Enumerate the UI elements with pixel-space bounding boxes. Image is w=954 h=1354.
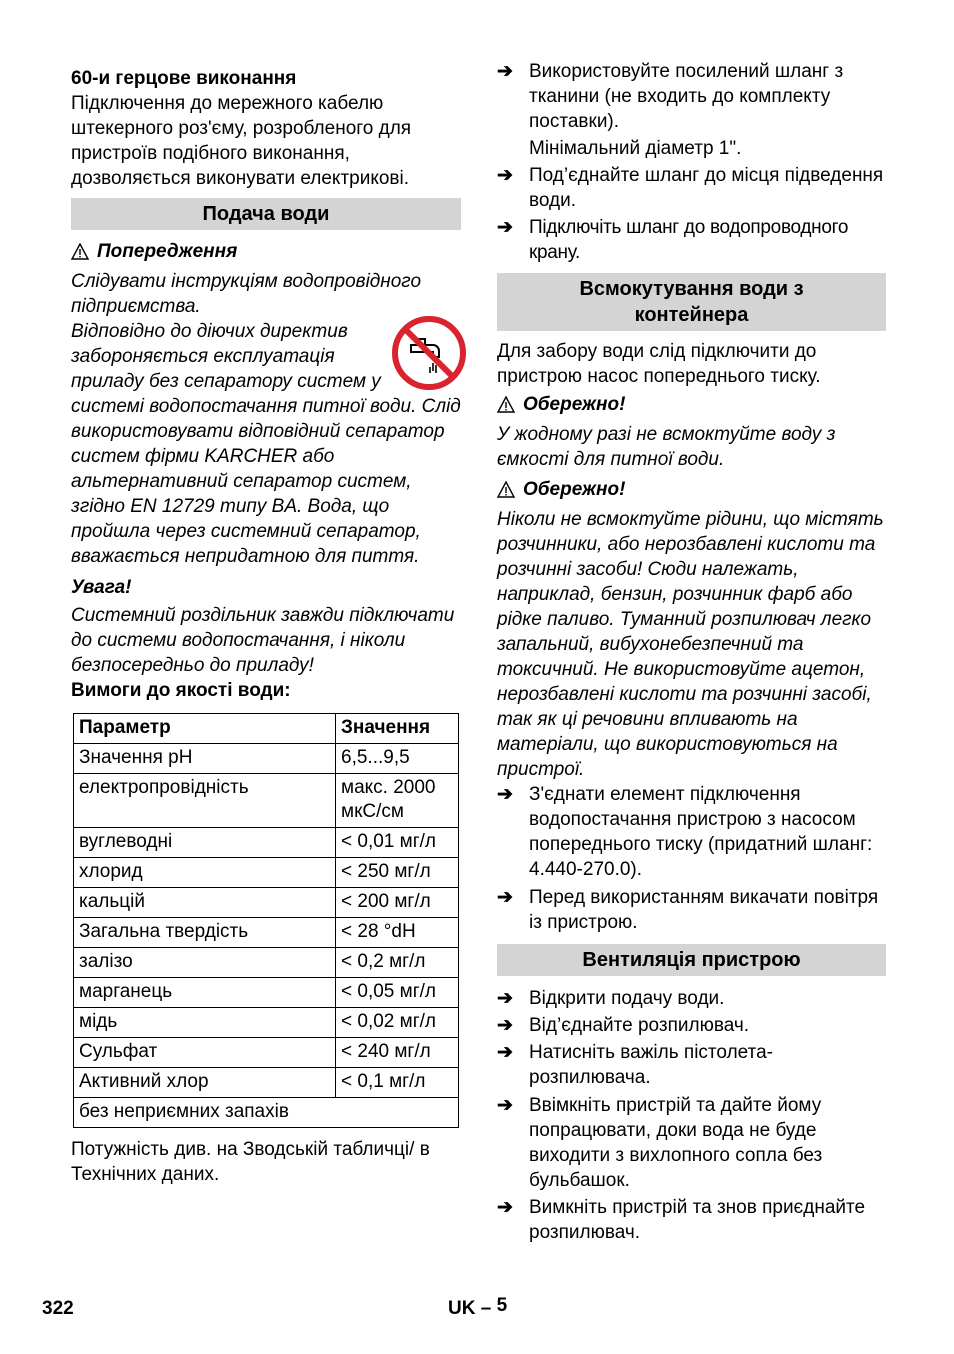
list-item <box>497 1093 886 1193</box>
table-header-parameter: Параметр <box>74 714 336 744</box>
attention-text: Системний роздільник завжди підключати до системи водопостачання, і ніколи безпосередньо до приладу! <box>71 605 455 676</box>
table-header-row <box>74 714 459 744</box>
table-cell-value: < 240 мг/л <box>336 1038 459 1068</box>
table-row <box>74 1038 459 1068</box>
list-item-text: З'єднати елемент підключення водопостачання пристрою з насосом попереднього тиску (придатний шланг: 4.440-270.0). <box>529 784 873 880</box>
page-number: 322 <box>42 1298 74 1319</box>
list-item <box>497 986 886 1011</box>
table-cell-value: < 0,05 мг/л <box>336 978 459 1008</box>
list-item <box>497 1040 886 1090</box>
table-cell-value: 6,5...9,5 <box>336 744 459 774</box>
table-cell-param: електропровідність <box>74 774 336 828</box>
arrow-right-icon: ➔ <box>497 165 513 186</box>
table-cell-param: залізо <box>74 948 336 978</box>
table-row <box>74 828 459 858</box>
list-item <box>497 59 886 134</box>
list-item-text: Ввімкніть пристрій та дайте йому попрацювати, доки вода не буде виходити з вихлопного сопла без бульбашок. <box>529 1095 823 1191</box>
hose-min-diameter: Мінімальний діаметр 1". <box>529 138 742 159</box>
list-item <box>497 782 886 882</box>
table-cell-param: Значення pH <box>74 744 336 774</box>
vent-header: Вентиляція пристрою <box>497 944 886 976</box>
container-header: Всмокутування води з контейнера <box>497 273 886 331</box>
table-cell-footer: без неприємних запахів <box>74 1098 459 1128</box>
arrow-right-icon: ➔ <box>497 1042 513 1063</box>
section-code: UK <box>448 1298 476 1319</box>
caution1-heading <box>497 392 886 417</box>
caution2-title: Обережно! <box>523 479 626 500</box>
table-cell-param: хлорид <box>74 858 336 888</box>
warning-line2: Відповідно до діючих директив забороняється експлуатація приладу без сепаратору систем у системі водопостачання питної води. Слід використовувати відповідний сепаратор систем фірми KARCHER або альтернативний сепаратор систем, згідно EN 12729 типу BA. Вода, що пройшла через системний сепаратор, вважається непридатною для пиття. <box>71 321 461 567</box>
table-cell-value: < 0,2 мг/л <box>336 948 459 978</box>
arrow-right-icon: ➔ <box>497 784 513 805</box>
table-row <box>74 774 459 828</box>
warning-triangle-icon <box>497 396 515 413</box>
table-row <box>74 948 459 978</box>
section-page-label <box>448 1296 507 1321</box>
list-item <box>497 163 886 213</box>
caution2-heading <box>497 477 886 502</box>
table-cell-param: кальцій <box>74 888 336 918</box>
section-page-number: 5 <box>496 1295 508 1316</box>
arrow-right-icon: ➔ <box>497 887 513 908</box>
section-60hz-title: 60-и герцове виконання <box>71 68 297 89</box>
list-item <box>497 1195 886 1245</box>
table-row <box>74 858 459 888</box>
left-column <box>71 62 461 1187</box>
table-row <box>74 888 459 918</box>
table-header-value: Значення <box>336 714 459 744</box>
quality-title: Вимоги до якості води: <box>71 680 291 701</box>
table-row <box>74 918 459 948</box>
list-item-text: Відкрити подачу води. <box>529 988 725 1009</box>
attention-title: Увага! <box>71 577 132 598</box>
arrow-right-icon: ➔ <box>497 1015 513 1036</box>
warning-triangle-icon <box>71 243 89 260</box>
arrow-right-icon: ➔ <box>497 988 513 1009</box>
warning-heading <box>71 239 461 264</box>
arrow-right-icon: ➔ <box>497 217 513 238</box>
table-row <box>74 744 459 774</box>
table-cell-value: < 0,1 мг/л <box>336 1068 459 1098</box>
warning-line1: Слідувати інструкціям водопровідного підприємства. <box>71 271 422 317</box>
list-item-text: Вимкніть пристрій та знов приєднайте розпилювач. <box>529 1197 866 1243</box>
table-cell-value: < 250 мг/л <box>336 858 459 888</box>
list-item-text: Перед використанням викачати повітря із пристрою. <box>529 887 879 933</box>
table-cell-value: < 0,01 мг/л <box>336 828 459 858</box>
table-cell-param: Сульфат <box>74 1038 336 1068</box>
water-supply-header: Подача води <box>71 198 461 230</box>
list-item <box>497 885 886 935</box>
list-item <box>497 215 886 265</box>
list-item-text: Використовуйте посилений шланг з тканини (не входить до комплекту поставки). <box>529 61 844 132</box>
section-60hz-text: Підключення до мережного кабелю штекерного роз'єму, розробленого для пристроїв подібного виконання, дозволяється виконувати електрикові. <box>71 93 412 189</box>
table-cell-value: < 0,02 мг/л <box>336 1008 459 1038</box>
table-row <box>74 978 459 1008</box>
list-item-text: Натисніть важіль пістолета-розпилювача. <box>529 1042 773 1088</box>
water-quality-table <box>73 713 459 1128</box>
warning-triangle-icon <box>497 481 515 498</box>
table-cell-param: Активний хлор <box>74 1068 336 1098</box>
table-cell-value: < 28 °dH <box>336 918 459 948</box>
arrow-right-icon: ➔ <box>497 1095 513 1116</box>
warning-line2-block <box>71 319 461 569</box>
container-intro: Для забору води слід підключити до пристрою насос попереднього тиску. <box>497 341 821 387</box>
list-item <box>497 1013 886 1038</box>
power-note: Потужність див. на Зводській табличці/ в Технічних даних. <box>71 1139 430 1185</box>
table-row <box>74 1098 459 1128</box>
table-cell-value: < 200 мг/л <box>336 888 459 918</box>
list-item-text: Под’єднайте шланг до місця підведення води. <box>529 165 884 211</box>
arrow-right-icon: ➔ <box>497 61 513 82</box>
caution1-text: У жодному разі не всмоктуйте воду з ємкості для питної води. <box>497 424 836 470</box>
table-row <box>74 1008 459 1038</box>
table-cell-param: Загальна твердість <box>74 918 336 948</box>
section-dash: – <box>480 1298 492 1319</box>
table-cell-value: макс. 2000 мкС/см <box>336 774 459 828</box>
list-item-text: Від’єднайте розпилювач. <box>529 1015 750 1036</box>
caution1-title: Обережно! <box>523 394 626 415</box>
right-column <box>497 59 886 1245</box>
table-cell-param: марганець <box>74 978 336 1008</box>
arrow-right-icon: ➔ <box>497 1197 513 1218</box>
list-item-text: Підключіть шланг до водопроводного крану. <box>529 217 849 263</box>
caution2-text: Ніколи не всмоктуйте рідини, що містять розчинники, або нерозбавлені кислоти та розчинні засоби! Сюди належать, наприклад, бензин, розчинник фарб або рідке паливо. Туманний розпилювач легко запальний, вибухонебезпечний та токсичний. Не використовуйте ацетон, нерозбавлені кислоти та розчинні засобі, так як ці речовини впливають на матеріали, що використовуються на пристрої. <box>497 509 884 780</box>
warning-title: Попередження <box>97 241 238 262</box>
table-cell-param: вуглеводні <box>74 828 336 858</box>
table-cell-param: мідь <box>74 1008 336 1038</box>
no-drinking-water-icon <box>391 315 467 391</box>
table-row <box>74 1068 459 1098</box>
